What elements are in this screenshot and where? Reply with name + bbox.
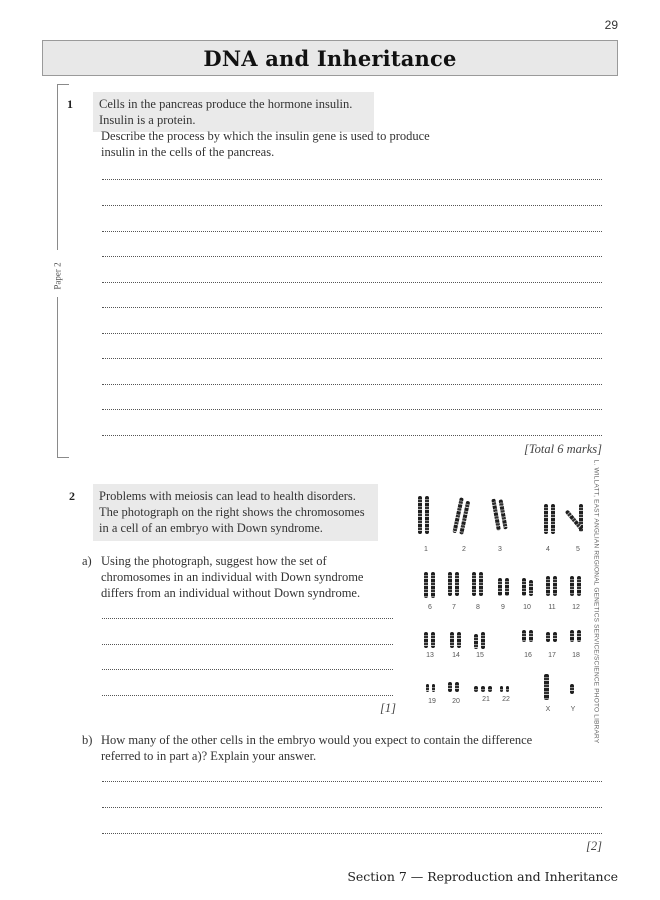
chromosome-label: 4 [546, 546, 550, 553]
page-number: 29 [604, 18, 618, 32]
chromosome-pair-14 [450, 632, 461, 648]
part-b-line-2: referred to in part a)? Explain your answer. [101, 749, 317, 763]
chromosome-label: 8 [476, 604, 480, 611]
answer-line[interactable] [102, 806, 602, 808]
chromosome-label: 1 [424, 546, 428, 553]
chromosome-label: 16 [524, 652, 532, 659]
photo-credit [590, 459, 602, 743]
question-1-prompt-line-1: Describe the process by which the insulin gene is used to produce [101, 129, 430, 143]
chromosome-pair-13 [424, 632, 435, 648]
chromosome-pair-10 [522, 578, 533, 596]
chromosome-label: 17 [548, 652, 556, 659]
answer-line[interactable] [102, 832, 602, 834]
part-a-line-1: Using the photograph, suggest how the set of [101, 554, 327, 568]
chromosome-pair-2 [452, 497, 470, 535]
part-a-label: a) [82, 554, 92, 568]
chromosome-pair-16 [522, 630, 533, 642]
chromosome-label: 2 [462, 546, 466, 553]
title-banner [42, 40, 618, 76]
question-2-number: 2 [69, 489, 75, 503]
photo-credit-text: L. WILLATT, EAST ANGLIAN REGIONAL GENETICS SERVICE/SCIENCE PHOTO LIBRARY [592, 459, 600, 743]
chromosome-label: 14 [452, 652, 460, 659]
question-1-marks: [Total 6 marks] [523, 442, 602, 456]
answer-line[interactable] [102, 617, 393, 619]
chromosome-pair-15 [474, 632, 485, 649]
chromosome-pair-8 [472, 572, 483, 596]
chromosome-pair-1 [418, 496, 429, 534]
answer-line[interactable] [102, 643, 393, 645]
section-footer: Section 7 — Reproduction and Inheritance [347, 869, 618, 884]
paper-label [44, 258, 72, 294]
karyotype-photograph [410, 488, 588, 720]
answer-line[interactable] [102, 230, 602, 232]
answer-line[interactable] [102, 281, 602, 283]
chromosome-label: 13 [426, 652, 434, 659]
chromosome-pair-18 [570, 630, 581, 642]
chromosome-label: 20 [452, 698, 460, 705]
question-2-intro [93, 484, 378, 541]
chromosome-label: 12 [572, 604, 580, 611]
answer-line[interactable] [102, 357, 602, 359]
answer-line[interactable] [102, 668, 393, 670]
paper-label-text: Paper 2 [53, 262, 63, 290]
chromosome-pair-22 [500, 686, 509, 692]
chromosome-label: 15 [476, 652, 484, 659]
chromosome-label: 19 [428, 698, 436, 705]
chromosome-y [570, 684, 574, 694]
chromosome-pair-19 [426, 684, 435, 692]
chromosome-x [544, 674, 549, 700]
answer-line[interactable] [102, 434, 602, 436]
chromosome-pair-4 [544, 504, 555, 534]
answer-line[interactable] [102, 780, 602, 782]
chromosome-label: 10 [523, 604, 531, 611]
chromosome-label: 11 [548, 604, 556, 611]
answer-line[interactable] [102, 694, 393, 696]
chromosome-pair-20 [448, 682, 459, 692]
question-2-intro-line-3: in a cell of an embryo with Down syndrome. [99, 521, 323, 535]
answer-line[interactable] [102, 306, 602, 308]
chromosome-label: 22 [502, 696, 510, 703]
answer-line[interactable] [102, 332, 602, 334]
chromosome-label: 9 [501, 604, 505, 611]
chromosome-pair-5 [572, 504, 583, 532]
part-a-marks: [1] [380, 701, 396, 715]
question-1-number: 1 [67, 97, 73, 111]
chromosome-label: Y [570, 706, 576, 713]
chromosome-pair-3 [491, 497, 507, 530]
chromosome-pair-11 [546, 576, 557, 596]
page-title: DNA and Inheritance [203, 45, 457, 71]
chromosome-label: 7 [452, 604, 456, 611]
part-a-line-3: differs from an individual without Down syndrome. [101, 586, 361, 600]
chromosome-pair-6 [424, 572, 435, 598]
question-2-intro-line-1: Problems with meiosis can lead to health disorders. [99, 489, 356, 503]
answer-line[interactable] [102, 178, 602, 180]
chromosome-label: 6 [428, 604, 432, 611]
part-b-line-1: How many of the other cells in the embryo would you expect to contain the difference [101, 733, 533, 747]
chromosome-label: 3 [498, 546, 502, 553]
chromosome-label: 5 [576, 546, 580, 553]
question-1-prompt-line-2: insulin in the cells of the pancreas. [101, 145, 275, 159]
part-a-line-2: chromosomes in an individual with Down syndrome [101, 570, 364, 584]
answer-line[interactable] [102, 204, 602, 206]
question-1-intro: Cells in the pancreas produce the hormone insulin. Insulin is a protein. [93, 92, 374, 132]
chromosome-pair-7 [448, 572, 459, 596]
chromosome-21-trisomy [474, 686, 492, 692]
chromosome-pair-9 [498, 578, 509, 596]
side-bracket-bottom [57, 297, 69, 458]
chromosome-pair-17 [546, 632, 557, 642]
chromosome-label: 18 [572, 652, 580, 659]
chromosome-label: 21 [482, 696, 490, 703]
answer-line[interactable] [102, 255, 602, 257]
chromosome-label: X [545, 706, 551, 713]
question-2-intro-line-2: The photograph on the right shows the chromosomes [99, 505, 365, 519]
answer-line[interactable] [102, 408, 602, 410]
chromosome-pair-12 [570, 576, 581, 596]
answer-line[interactable] [102, 383, 602, 385]
part-b-label: b) [82, 733, 93, 747]
part-b-marks: [2] [586, 839, 602, 853]
